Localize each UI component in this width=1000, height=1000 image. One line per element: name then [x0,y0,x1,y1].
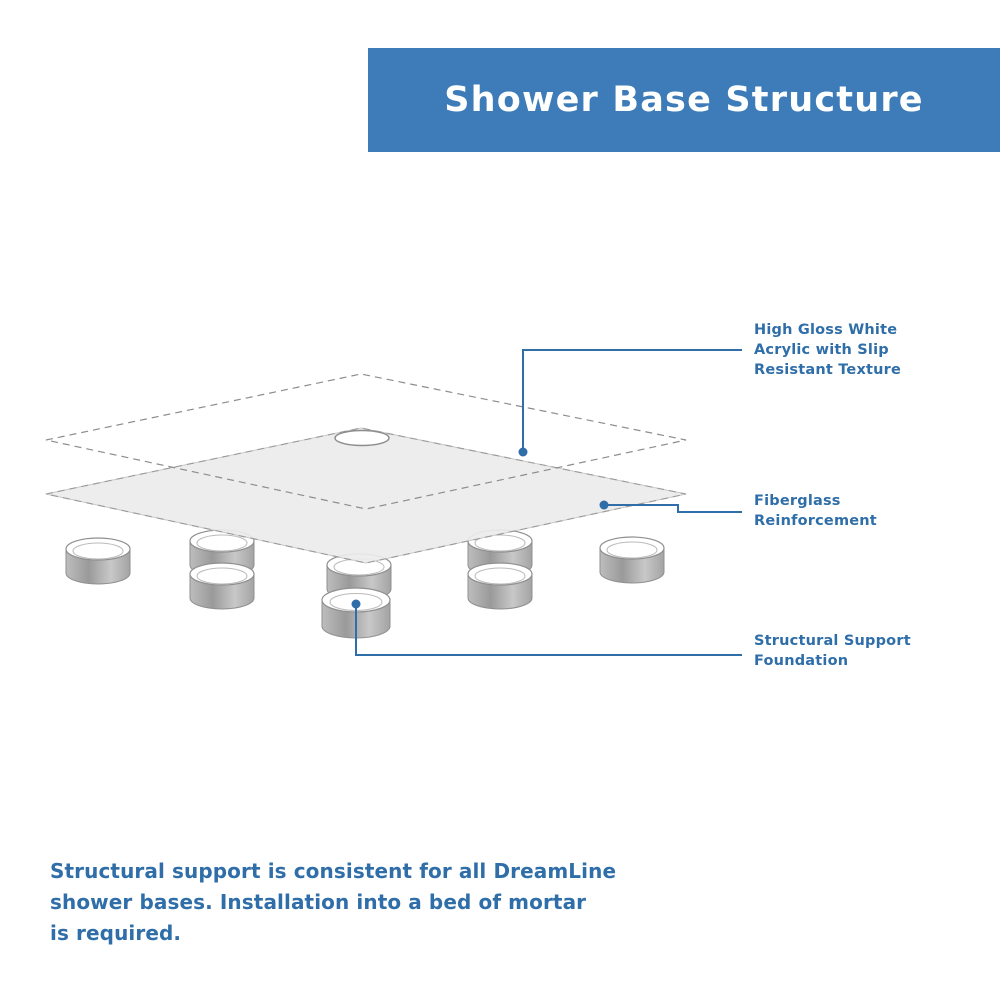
drain-opening [335,431,389,446]
callout-label-support [754,631,984,671]
callout-line: Acrylic with Slip [754,342,889,358]
callout-line: Fiberglass [754,493,841,509]
callout-line: Structural Support [754,633,911,649]
page-title: Shower Base Structure [444,80,924,120]
callout-line: High Gloss White [754,322,898,338]
footer-line: shower bases. Installation into a bed of mortar [50,890,587,914]
callout-label-acrylic [754,320,984,380]
callout-line: Foundation [754,653,849,669]
footer-line: is required. [50,921,182,945]
callout-line: Reinforcement [754,513,877,529]
footer-line: Structural support is consistent for all DreamLine [50,859,617,883]
support-ring [600,537,664,583]
support-ring [66,538,130,584]
callout-label-fiberglass [754,491,984,531]
support-ring [468,563,532,609]
support-ring [190,563,254,609]
callout-line: Resistant Texture [754,362,902,378]
footer-note [50,856,690,949]
